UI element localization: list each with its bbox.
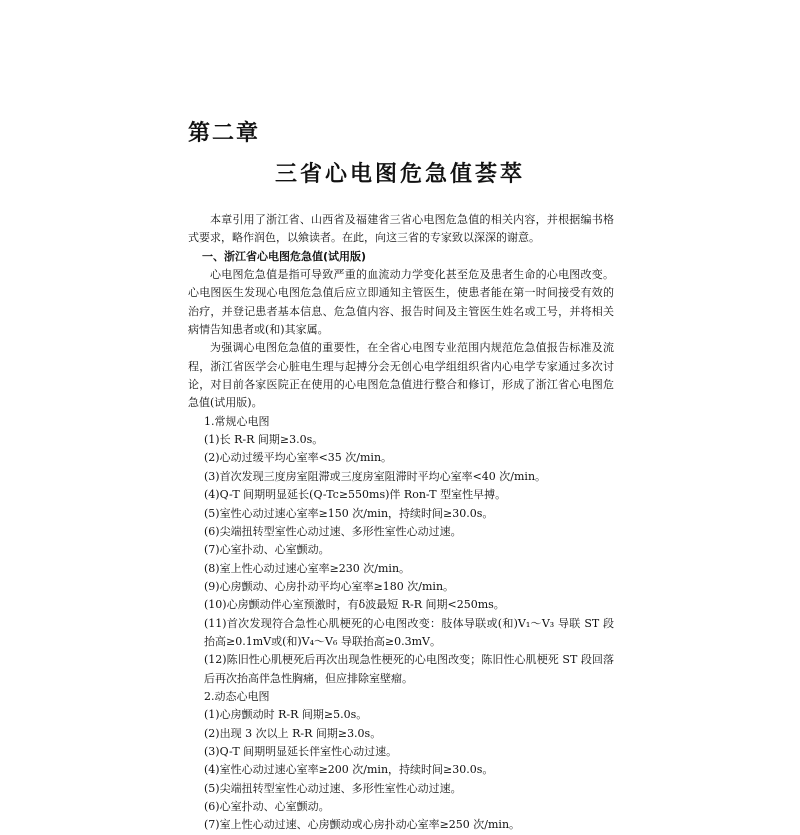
list-item: (4)Q-T 间期明显延长(Q-Tc≥550ms)伴 Ron-T 型室性早搏。 [204, 488, 507, 502]
section-heading: 一、浙江省心电图危急值(试用版) [202, 249, 367, 263]
list-item: (8)室上性心动过速心室率≥230 次/min。 [204, 561, 411, 575]
list-item: (5)尖端扭转型室性心动过速、多形性室性心动过速。 [204, 781, 462, 795]
list-item: (7)室上性心动过速、心房颤动或心房扑动心室率≥250 次/min。 [204, 818, 521, 832]
subsection-heading-routine: 1.常规心电图 [204, 414, 270, 428]
chapter-number: 第二章 [188, 121, 261, 146]
list-item: (2)心动过缓平均心室率<35 次/min。 [204, 451, 393, 465]
body-paragraph: 为强调心电图危急值的重要性，在全省心电图专业范围内规范危急值报告标准及流程，浙江省医学会心脏电生理与起搏分会无创心电学组组织省内心电学专家通过多次讨论，对目前各家医院正在使用的心电图危急值进行整合和修订，形成了浙江省心电图危急值(试用版)。 [188, 341, 614, 410]
list-item: (9)心房颤动、心房扑动平均心室率≥180 次/min。 [204, 579, 455, 593]
body-paragraph: 心电图危急值是指可导致严重的血流动力学变化甚至危及患者生命的心电图改变。心电图医生发现心电图危急值后应立即通知主管医生，使患者能在第一时间接受有效的治疗，并登记患者基本信息、危急值内容、报告时间及主管医生姓名或工号，并将相关病情告知患者或(和)其家属。 [188, 268, 614, 337]
list-item: (10)心房颤动伴心室预激时，有δ波最短 R-R 间期<250ms。 [204, 598, 505, 612]
list-item: (1)心房颤动时 R-R 间期≥5.0s。 [204, 708, 368, 722]
subsection-heading-dynamic: 2.动态心电图 [204, 689, 270, 703]
chapter-title: 三省心电图危急值荟萃 [274, 162, 525, 187]
list-item: (7)心室扑动、心室颤动。 [204, 543, 330, 557]
document-body [188, 211, 614, 835]
intro-paragraph: 本章引用了浙江省、山西省及福建省三省心电图危急值的相关内容，并根据编书格式要求，略作润色，以飨读者。在此，向这三省的专家致以深深的谢意。 [188, 213, 614, 245]
list-item: (1)长 R-R 间期≥3.0s。 [204, 433, 324, 447]
list-item: (3)首次发现三度房室阻滞或三度房室阻滞时平均心室率<40 次/min。 [204, 469, 547, 483]
list-item: (6)心室扑动、心室颤动。 [204, 800, 330, 813]
list-item: (2)出现 3 次以上 R-R 间期≥3.0s。 [204, 726, 382, 740]
list-item: (5)室性心动过速心室率≥150 次/min，持续时间≥30.0s。 [204, 506, 494, 520]
list-item: (6)尖端扭转型室性心动过速、多形性室性心动过速。 [204, 524, 462, 538]
list-item: (3)Q-T 间期明显延长伴室性心动过速。 [204, 744, 398, 758]
list-item: (4)室性心动过速心室率≥200 次/min，持续时间≥30.0s。 [204, 763, 494, 777]
list-item: (12)陈旧性心肌梗死后再次出现急性梗死的心电图改变；陈旧性心肌梗死 ST 段回落后再次抬高伴急性胸痛，但应排除室壁瘤。 [204, 653, 614, 685]
list-item: (11)首次发现符合急性心肌梗死的心电图改变：肢体导联或(和)V₁～V₃ 导联 ST 段抬高≥0.1mV或(和)V₄～V₆ 导联抬高≥0.3mV。 [204, 616, 614, 648]
